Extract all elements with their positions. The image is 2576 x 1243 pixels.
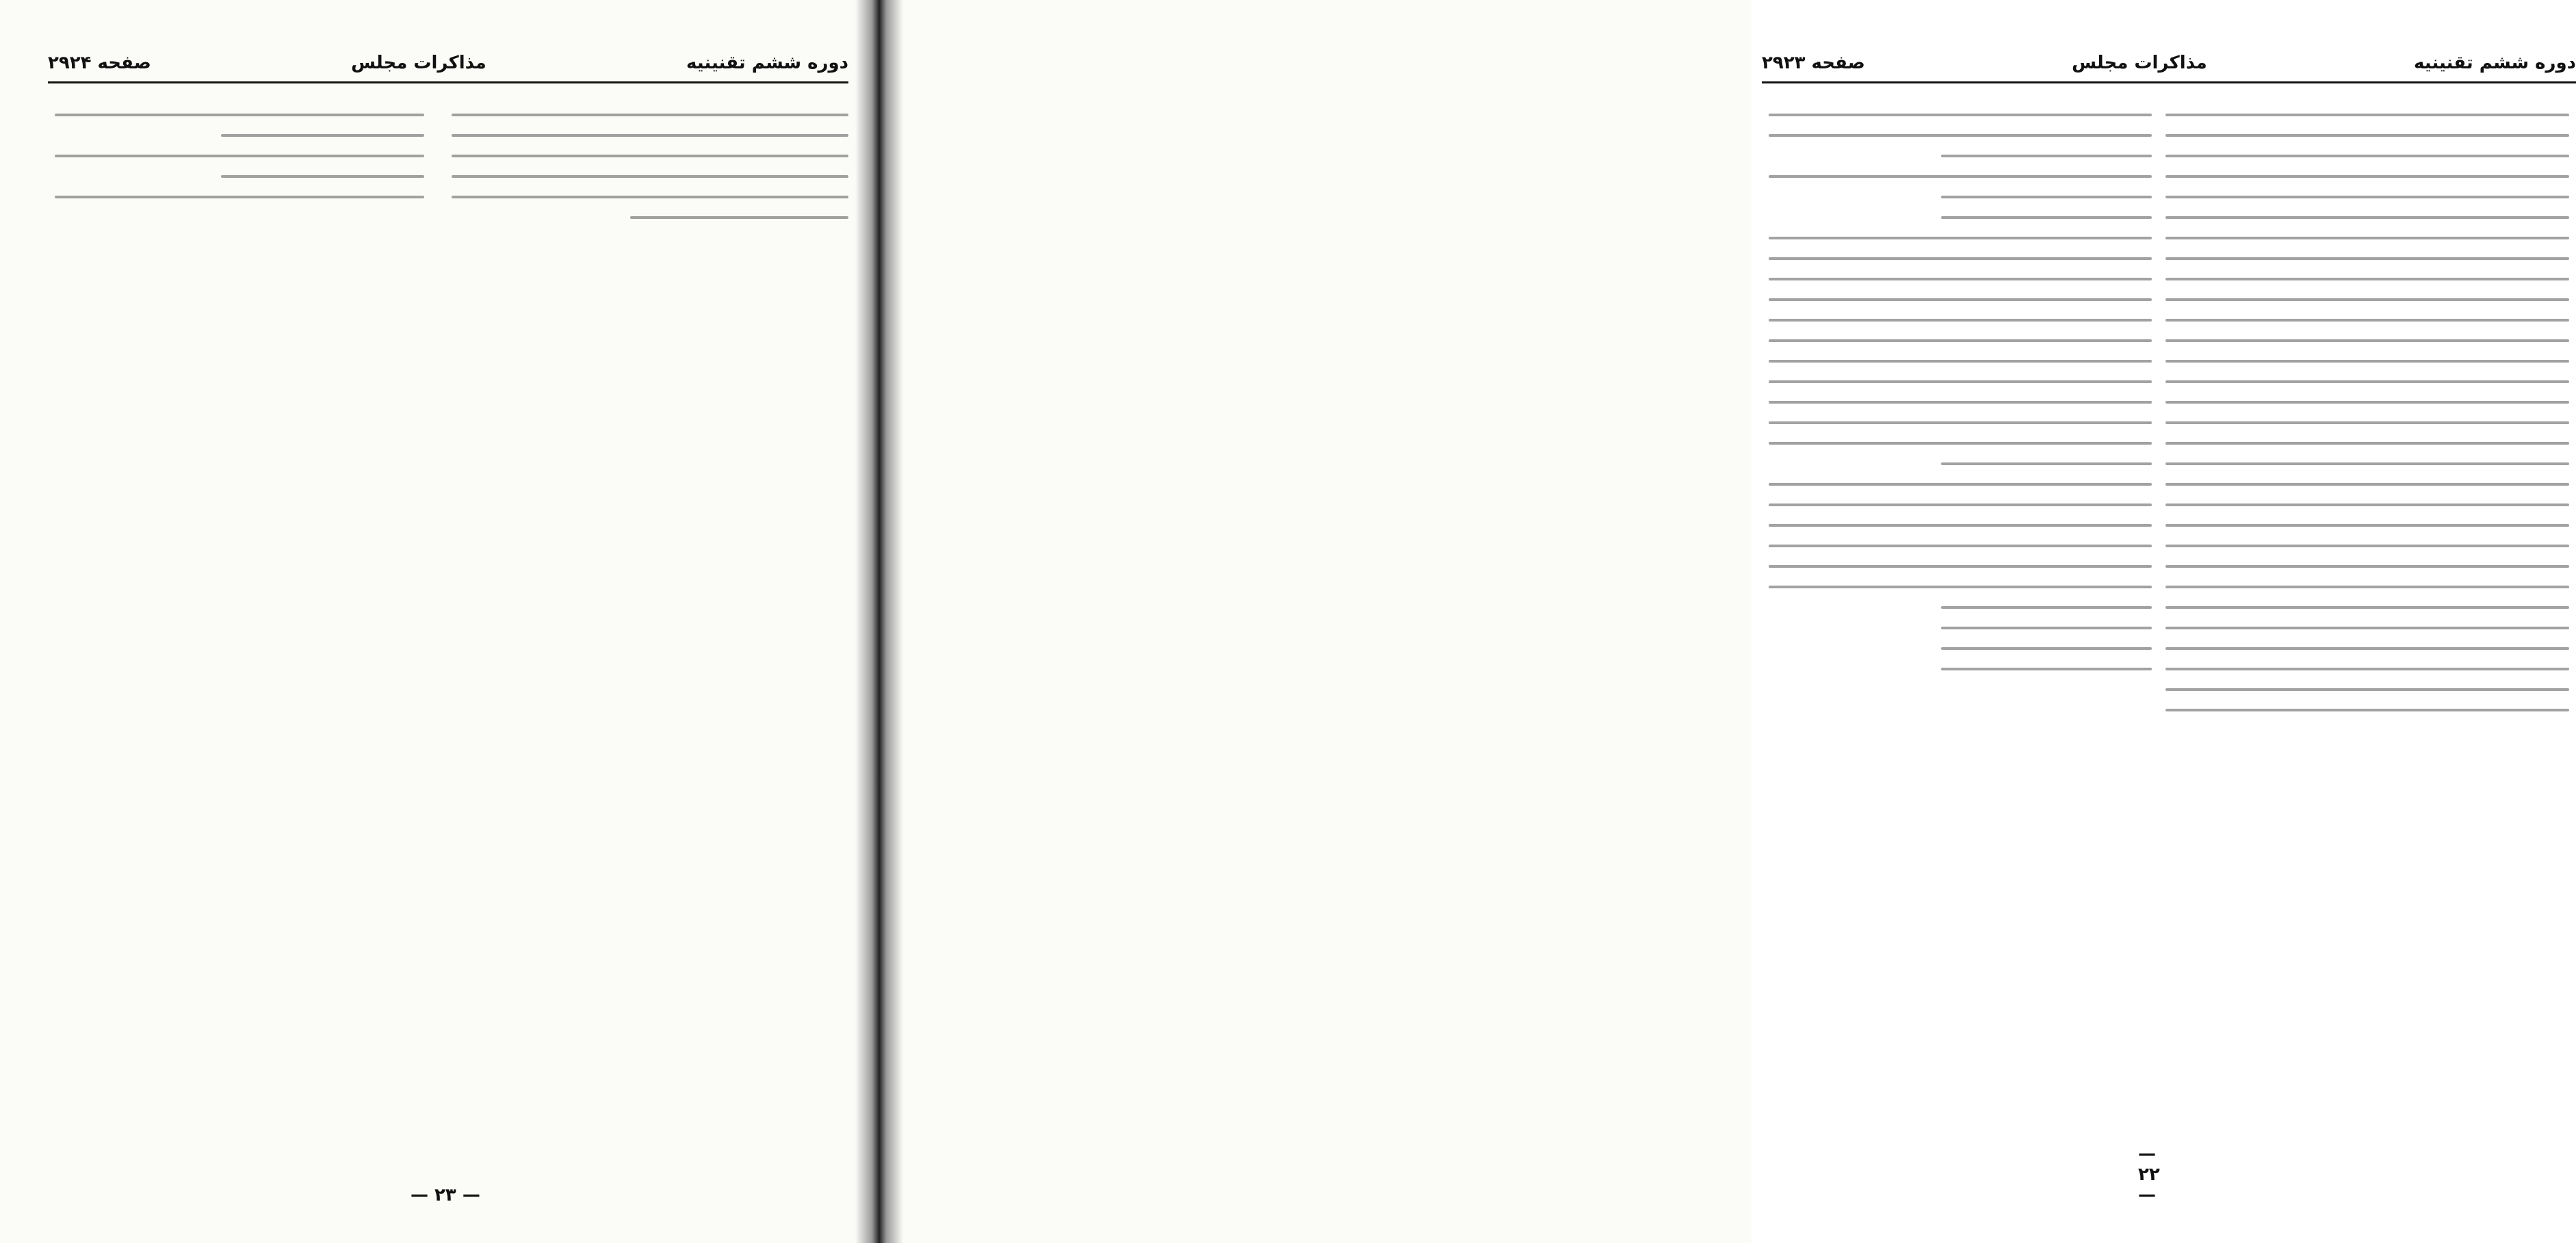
right-page-left-column xyxy=(1769,96,2152,688)
right-page-header xyxy=(1762,48,2576,78)
left-header-title: مذاکرات مجلس xyxy=(351,53,486,73)
left-page-right-column xyxy=(452,96,848,237)
right-page-right-column xyxy=(2165,96,2569,729)
right-header-session: دوره ششم تقنینیه xyxy=(2413,53,2576,73)
right-page-number: — ۲۲ — xyxy=(2138,1144,2160,1205)
right-header-title: مذاکرات مجلس xyxy=(2072,53,2207,73)
right-header-page: صفحه ۲۹۲۳ xyxy=(1762,53,1865,73)
header-rule xyxy=(1762,81,2576,83)
header-rule xyxy=(48,81,848,83)
left-header-session: دوره ششم تقنینیه xyxy=(686,53,848,73)
left-page xyxy=(0,0,879,1243)
left-page-header xyxy=(48,48,848,78)
right-page xyxy=(879,0,2576,1243)
left-header-page: صفحه ۲۹۲۴ xyxy=(48,53,151,73)
book-gutter xyxy=(855,0,903,1243)
left-page-left-column xyxy=(55,96,424,216)
left-page-number: — ۲۳ — xyxy=(411,1185,480,1205)
